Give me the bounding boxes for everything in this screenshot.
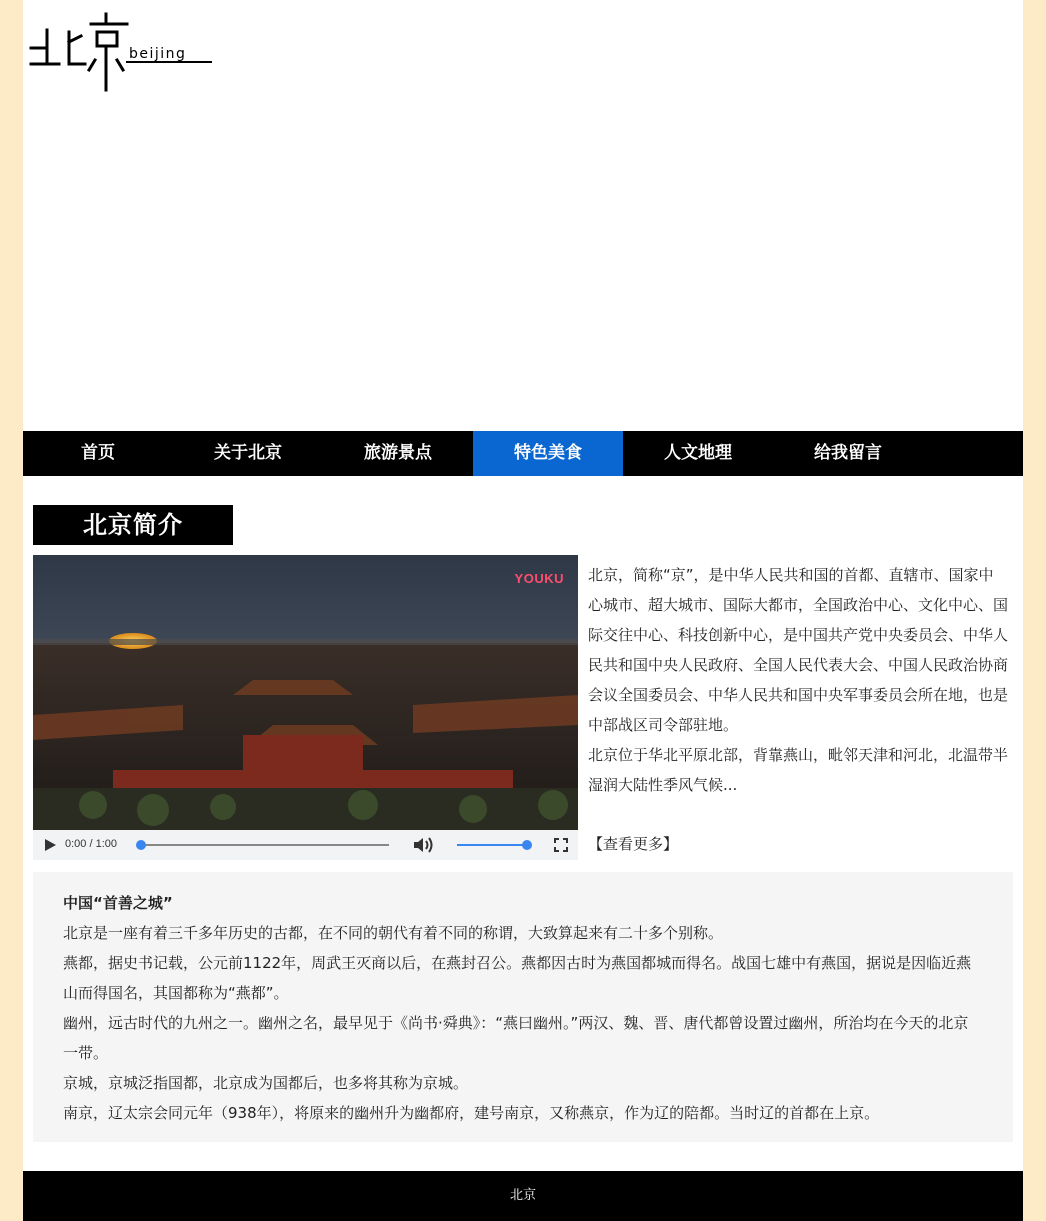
main-nav xyxy=(23,431,1023,476)
intro-paragraph-2: 北京位于华北平原北部，背靠燕山，毗邻天津和河北，北温带半湿润大陆性季风气候... xyxy=(588,746,1009,794)
site-logo[interactable] xyxy=(29,12,215,94)
nav-item-4[interactable]: 特色美食 xyxy=(473,431,623,476)
volume-slider[interactable] xyxy=(453,839,533,851)
info-panel xyxy=(33,872,1013,1142)
page xyxy=(23,0,1023,1221)
footer xyxy=(23,1171,1023,1221)
intro-paragraph-1: 北京，简称“京”，是中华人民共和国的首都、直辖市、国家中心城市、超大城市、国际大都市，全国政治中心、文化中心、国际交往中心、科技创新中心，是中国共产党中央委员会、中华人民共和国中央人民政府、全国人民代表大会、中国人民政治协商会议全国委员会、中华人民共和国中央军事委员会所在地，也是中部战区司令部驻地。 xyxy=(588,566,1009,734)
intro-text xyxy=(588,560,1008,800)
section-title: 北京简介 xyxy=(33,505,233,545)
youku-watermark xyxy=(515,571,564,586)
footer-text: 北京 xyxy=(509,1188,536,1203)
info-paragraph-1: 北京是一座有着三千多年历史的古都，在不同的朝代有着不同的称谓，大致算起来有二十多个别称。 xyxy=(63,924,724,942)
logo-mark xyxy=(29,12,215,94)
info-paragraph-2: 燕都，据史书记载，公元前1122年，周武王灭商以后，在燕封召公。燕都因古时为燕国都城而得名。战国七雄中有燕国，据说是因临近燕山而得国名，其国都称为“燕都”。 xyxy=(63,954,972,1002)
nav-item-5[interactable]: 人文地理 xyxy=(664,443,732,463)
info-paragraph-4: 京城，京城泛指国都，北京成为国都后，也多将其称为京城。 xyxy=(63,1074,469,1092)
info-paragraph-5: 南京，辽太宗会同元年（938年），将原来的幽州升为幽都府，建号南京，又称燕京，作为辽的陪都。当时辽的首都在上京。 xyxy=(63,1104,880,1122)
video-player[interactable] xyxy=(33,555,578,860)
nav-item-6[interactable]: 给我留言 xyxy=(814,443,882,463)
volume-icon[interactable] xyxy=(413,836,435,854)
progress-slider[interactable] xyxy=(133,839,395,851)
volume-knob[interactable] xyxy=(522,840,532,850)
video-frame-forbidden-city xyxy=(33,555,578,830)
view-more-link[interactable]: 【查看更多】 xyxy=(588,835,679,853)
logo-en-text: beijing xyxy=(129,46,187,62)
nav-item-2[interactable]: 关于北京 xyxy=(214,443,282,463)
video-controls xyxy=(33,830,578,860)
fullscreen-icon[interactable] xyxy=(554,838,568,852)
play-icon[interactable] xyxy=(43,838,57,852)
progress-knob[interactable] xyxy=(136,840,146,850)
nav-item-3[interactable]: 旅游景点 xyxy=(364,443,432,463)
info-heading: 中国“首善之城” xyxy=(63,894,173,912)
nav-item-1[interactable]: 首页 xyxy=(81,443,115,463)
youku-brand-text: YOUKU xyxy=(514,571,564,586)
header xyxy=(23,0,1023,431)
video-time: 0:00 / 1:00 xyxy=(65,838,117,850)
info-paragraph-3: 幽州，远古时代的九州之一。幽州之名，最早见于《尚书·舜典》：“燕曰幽州。”两汉、魏、晋、唐代都曾设置过幽州，所治均在今天的北京一带。 xyxy=(63,1014,969,1062)
